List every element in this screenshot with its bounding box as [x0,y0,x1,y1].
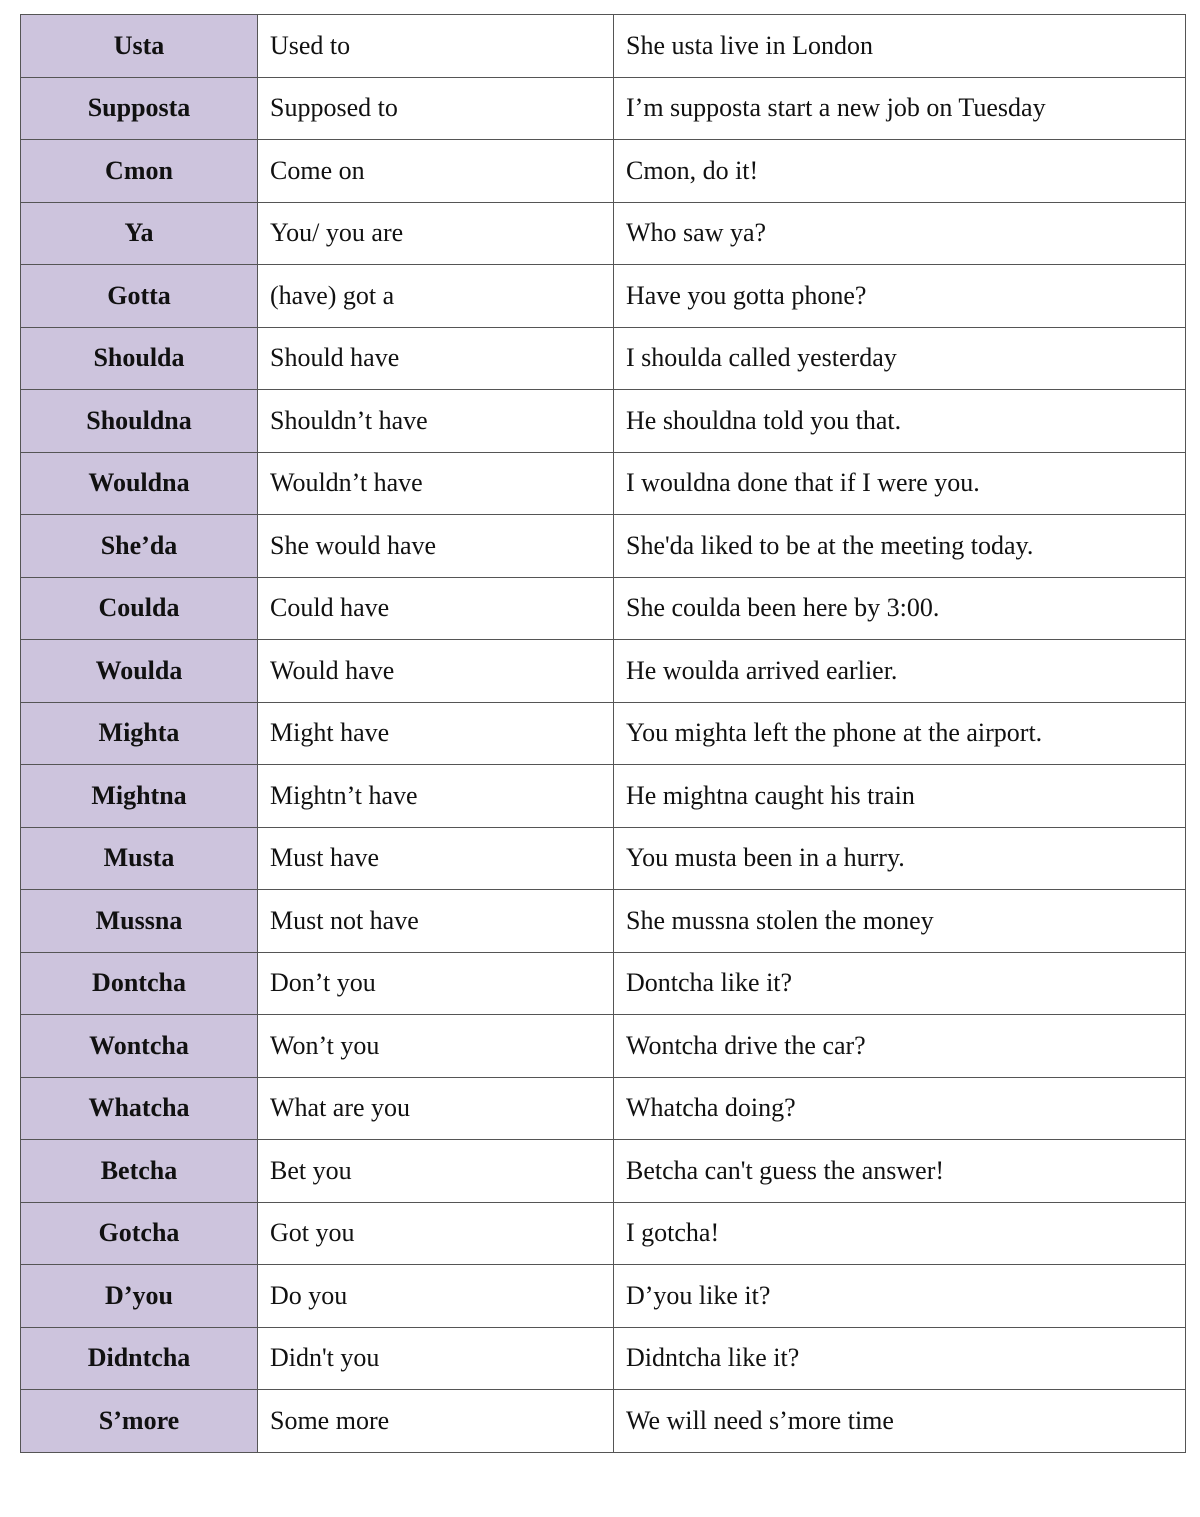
example-sentence-cell: She coulda been here by 3:00. [614,577,1186,640]
full-form-cell: Supposed to [258,77,614,140]
example-sentence-cell: I gotcha! [614,1202,1186,1265]
table-row [21,327,1186,390]
full-form-cell: Must not have [258,890,614,953]
table-row [21,890,1186,953]
table-row [21,702,1186,765]
reduced-form-cell: Gotcha [21,1202,258,1265]
full-form-cell: Mightn’t have [258,765,614,828]
table-row [21,202,1186,265]
table-row [21,765,1186,828]
full-form-cell: Might have [258,702,614,765]
table-row [21,640,1186,703]
table-row [21,952,1186,1015]
full-form-cell: Don’t you [258,952,614,1015]
example-sentence-cell: You mighta left the phone at the airport. [614,702,1186,765]
reduced-form-cell: Usta [21,15,258,78]
reduced-form-cell: Didntcha [21,1327,258,1390]
reduced-form-cell: Betcha [21,1140,258,1203]
reduced-form-cell: Mighta [21,702,258,765]
example-sentence-cell: Wontcha drive the car? [614,1015,1186,1078]
reduced-form-cell: Coulda [21,577,258,640]
reduced-form-cell: Dontcha [21,952,258,1015]
table-row [21,1327,1186,1390]
full-form-cell: Bet you [258,1140,614,1203]
example-sentence-cell: Have you gotta phone? [614,265,1186,328]
full-form-cell: Should have [258,327,614,390]
example-sentence-cell: She mussna stolen the money [614,890,1186,953]
example-sentence-cell: Dontcha like it? [614,952,1186,1015]
example-sentence-cell: D’you like it? [614,1265,1186,1328]
reduced-form-cell: Shoulda [21,327,258,390]
example-sentence-cell: Didntcha like it? [614,1327,1186,1390]
table-row [21,1140,1186,1203]
full-form-cell: (have) got a [258,265,614,328]
full-form-cell: She would have [258,515,614,578]
full-form-cell: Could have [258,577,614,640]
table-row [21,1202,1186,1265]
table-row [21,1015,1186,1078]
example-sentence-cell: We will need s’more time [614,1390,1186,1453]
example-sentence-cell: I shoulda called yesterday [614,327,1186,390]
table-row [21,452,1186,515]
example-sentence-cell: He mightna caught his train [614,765,1186,828]
reduced-form-cell: Wouldna [21,452,258,515]
reduced-form-cell: Woulda [21,640,258,703]
table-row [21,1390,1186,1453]
full-form-cell: Some more [258,1390,614,1453]
full-form-cell: Used to [258,15,614,78]
table-row [21,265,1186,328]
reduced-form-cell: Cmon [21,140,258,203]
full-form-cell: Must have [258,827,614,890]
example-sentence-cell: He shouldna told you that. [614,390,1186,453]
full-form-cell: Got you [258,1202,614,1265]
reduced-form-cell: Whatcha [21,1077,258,1140]
reduced-form-cell: Ya [21,202,258,265]
full-form-cell: Wouldn’t have [258,452,614,515]
example-sentence-cell: Who saw ya? [614,202,1186,265]
reduced-form-cell: Shouldna [21,390,258,453]
reduced-form-cell: S’more [21,1390,258,1453]
example-sentence-cell: You musta been in a hurry. [614,827,1186,890]
reduced-form-cell: D’you [21,1265,258,1328]
table-row [21,15,1186,78]
example-sentence-cell: I wouldna done that if I were you. [614,452,1186,515]
full-form-cell: You/ you are [258,202,614,265]
full-form-cell: What are you [258,1077,614,1140]
example-sentence-cell: Whatcha doing? [614,1077,1186,1140]
table-row [21,515,1186,578]
example-sentence-cell: She usta live in London [614,15,1186,78]
table-row [21,77,1186,140]
full-form-cell: Come on [258,140,614,203]
reduced-form-cell: Supposta [21,77,258,140]
full-form-cell: Won’t you [258,1015,614,1078]
table-row [21,140,1186,203]
example-sentence-cell: She'da liked to be at the meeting today. [614,515,1186,578]
example-sentence-cell: Betcha can't guess the answer! [614,1140,1186,1203]
reduced-form-cell: Gotta [21,265,258,328]
table-row [21,1077,1186,1140]
reduced-form-cell: Musta [21,827,258,890]
reductions-table [20,14,1186,1453]
reduced-form-cell: She’da [21,515,258,578]
full-form-cell: Didn't you [258,1327,614,1390]
full-form-cell: Shouldn’t have [258,390,614,453]
table-row [21,577,1186,640]
reductions-table-body [21,15,1186,1453]
reduced-form-cell: Wontcha [21,1015,258,1078]
example-sentence-cell: He woulda arrived earlier. [614,640,1186,703]
example-sentence-cell: Cmon, do it! [614,140,1186,203]
full-form-cell: Would have [258,640,614,703]
full-form-cell: Do you [258,1265,614,1328]
table-row [21,827,1186,890]
table-row [21,1265,1186,1328]
example-sentence-cell: I’m supposta start a new job on Tuesday [614,77,1186,140]
reduced-form-cell: Mussna [21,890,258,953]
reduced-form-cell: Mightna [21,765,258,828]
table-row [21,390,1186,453]
